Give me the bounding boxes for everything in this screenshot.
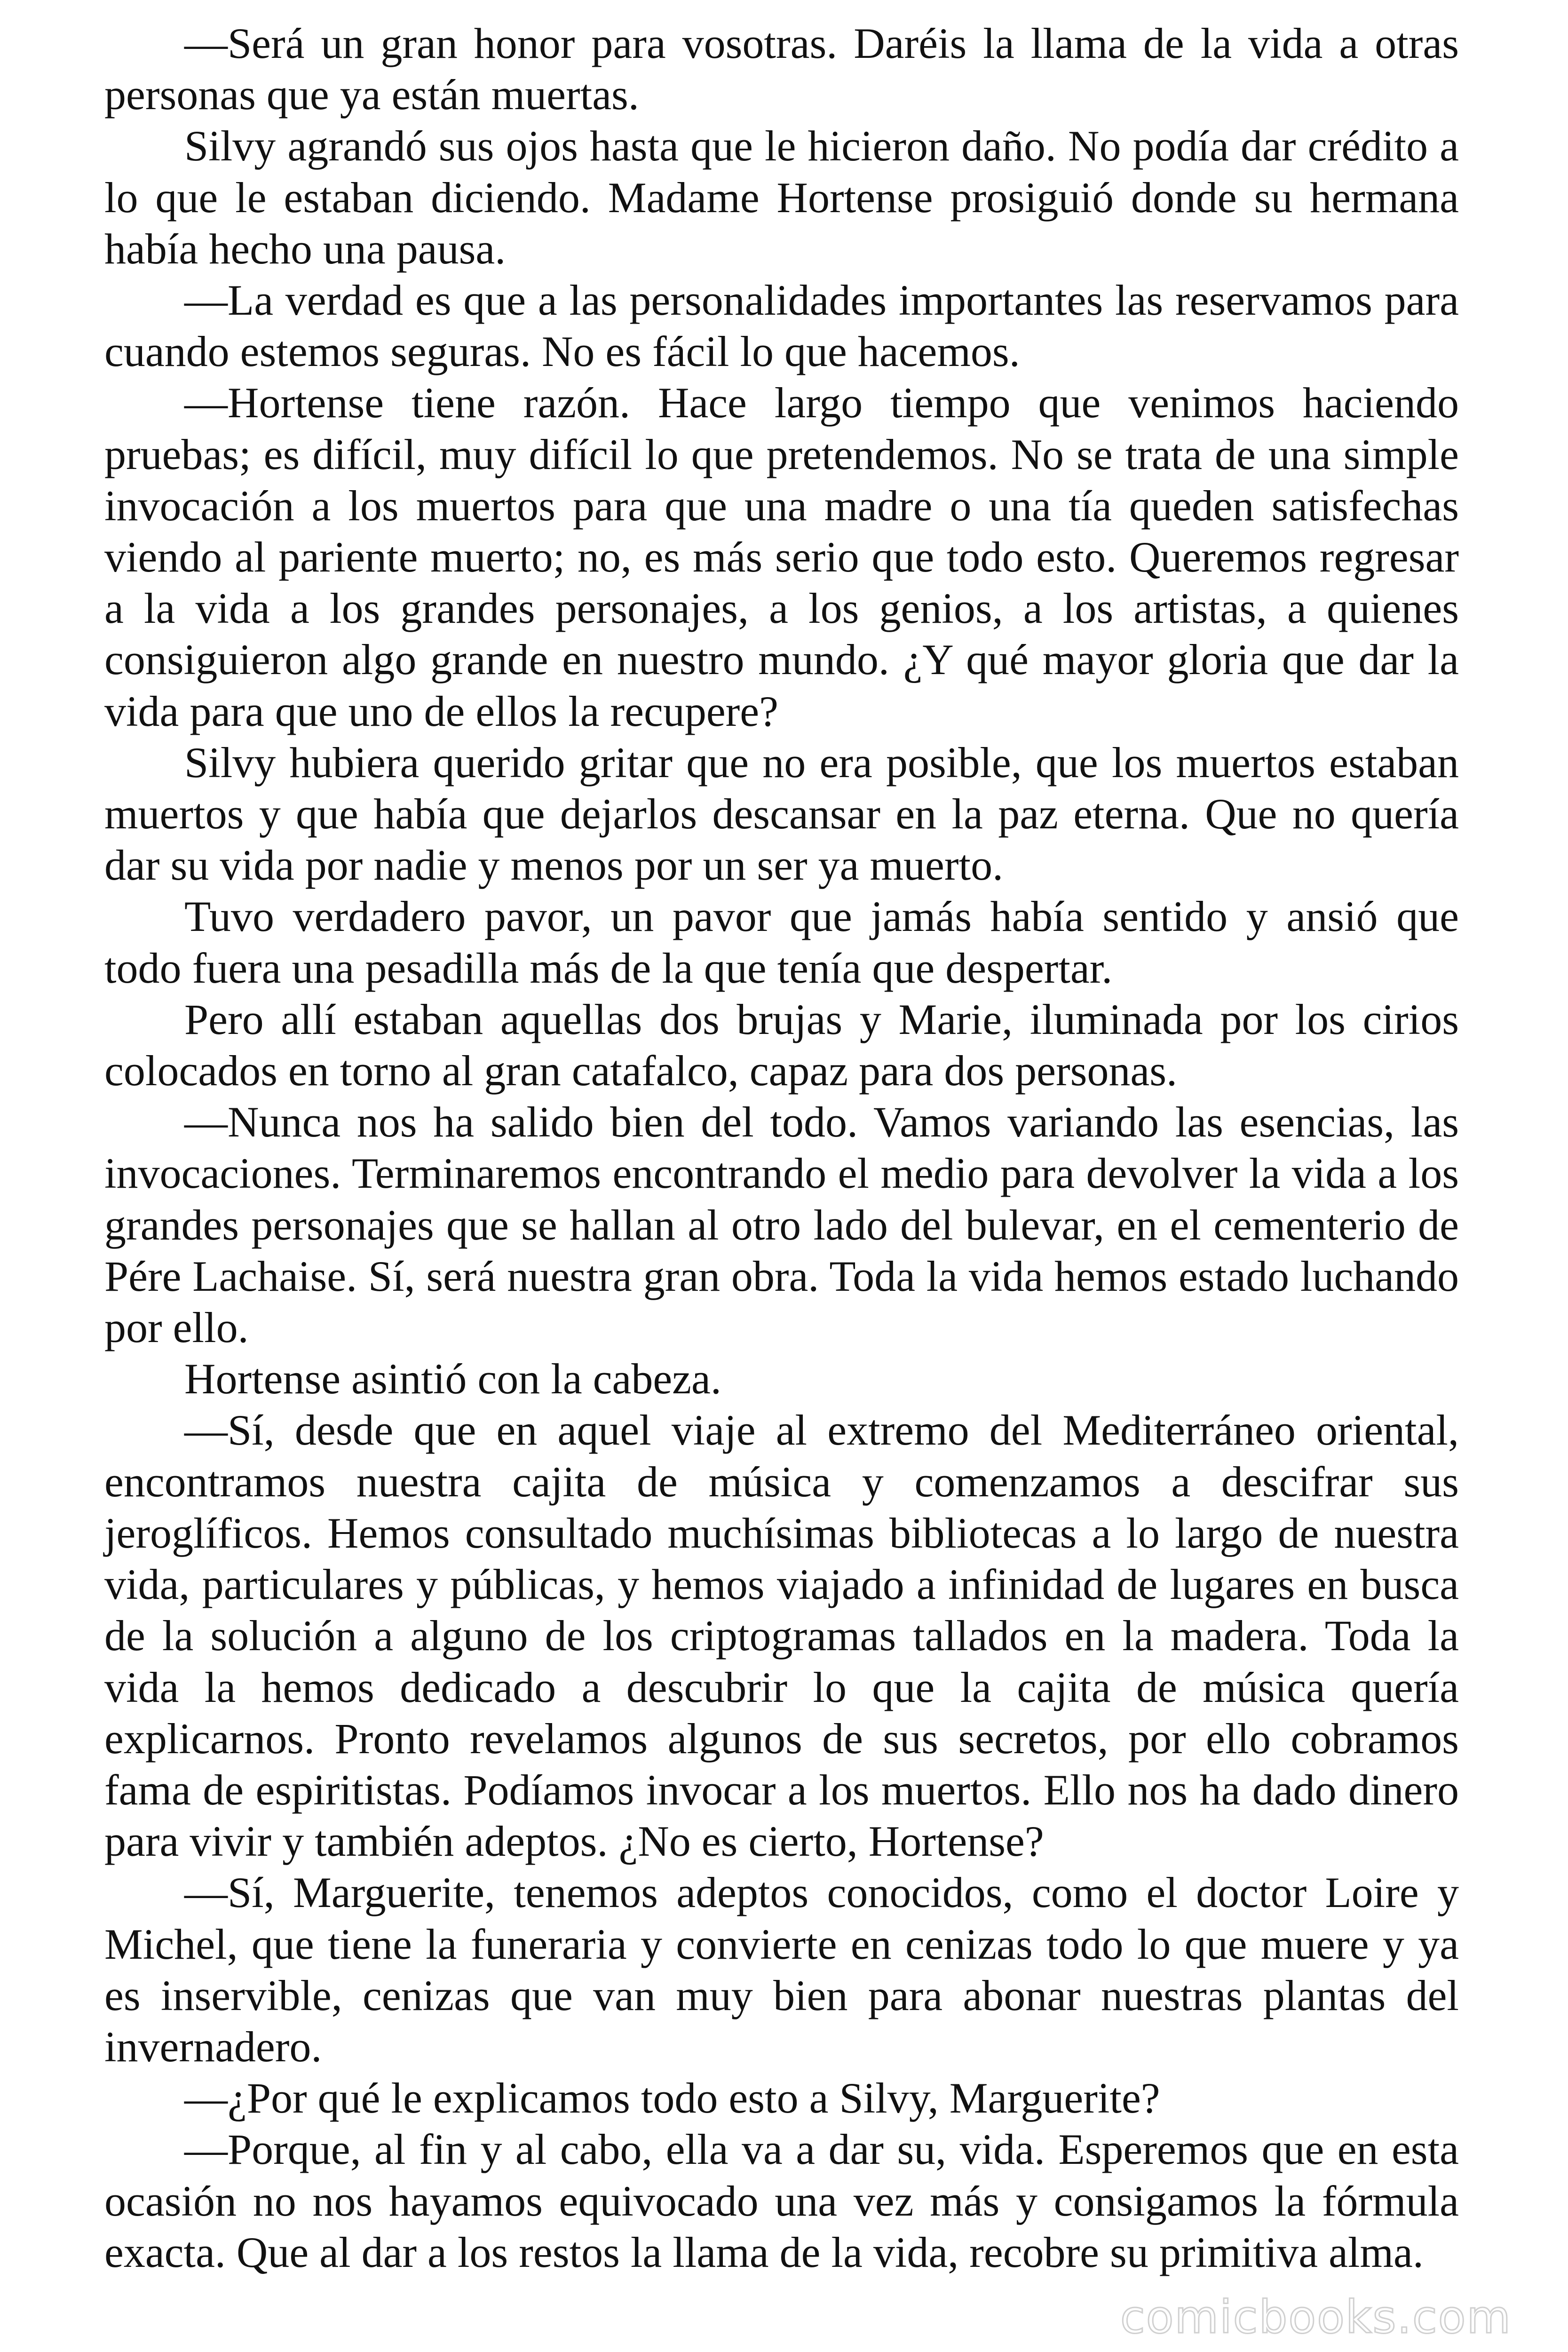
paragraph: Hortense asintió con la cabeza.: [184, 1355, 721, 1403]
paragraph: —¿Por qué le explicamos todo esto a Silvy, Marguerite?: [184, 2074, 1160, 2122]
paragraph: —Será un gran honor para vosotras. Daréis la llama de la vida a otras personas que ya están muertas.: [104, 19, 1459, 119]
paragraph: —Sí, Marguerite, tenemos adeptos conocidos, como el doctor Loire y Michel, que tiene la funeraria y convierte en cenizas todo lo que muere y ya es inservible, cenizas que van muy bien para abonar nuestras plantas del invernadero.: [104, 1868, 1459, 2071]
paragraph: —Porque, al fin y al cabo, ella va a dar su, vida. Esperemos que en esta ocasión no nos hayamos equivocado una vez más y consigamos la fórmula exacta. Que al dar a los restos la llama de la vida, recobre su primitiva alma.: [104, 2125, 1459, 2276]
book-page: [104, 18, 1459, 2278]
paragraph: —Nunca nos ha salido bien del todo. Vamos variando las esencias, las invocaciones. Terminaremos encontrando el medio para devolver la vida a los grandes personajes que se hallan al otro lado del bulevar, en el cementerio de Pére Lachaise. Sí, será nuestra gran obra. Toda la vida hemos estado luchando por ello.: [104, 1098, 1459, 1352]
paragraph: Silvy hubiera querido gritar que no era posible, que los muertos estaban muertos y que había que dejarlos descansar en la paz eterna. Que no quería dar su vida por nadie y menos por un ser ya muerto.: [104, 738, 1459, 890]
paragraph: —Sí, desde que en aquel viaje al extremo del Mediterráneo oriental, encontramos nuestra cajita de música y comenzamos a descifrar sus jeroglíficos. Hemos consultado muchísimas bibliotecas a lo largo de nuestra vida, particulares y públicas, y hemos viajado a infinidad de lugares en busca de la solución a alguno de los criptogramas tallados en la madera. Toda la vida la hemos dedicado a descubrir lo que la cajita de música quería explicarnos. Pronto revelamos algunos de sus secretos, por ello cobramos fama de espiritistas. Podíamos invocar a los muertos. Ello nos ha dado dinero para vivir y también adeptos. ¿No es cierto, Hortense?: [104, 1406, 1459, 1866]
paragraph: —Hortense tiene razón. Hace largo tiempo que venimos haciendo pruebas; es difícil, muy difícil lo que pretendemos. No se trata de una simple invocación a los muertos para que una madre o una tía queden satisfechas viendo al pariente muerto; no, es más serio que todo esto. Queremos regresar a la vida a los grandes personajes, a los genios, a los artistas, a quienes consiguieron algo grande en nuestro mundo. ¿Y qué mayor gloria que dar la vida para que uno de ellos la recupere?: [104, 379, 1459, 735]
paragraph: Tuvo verdadero pavor, un pavor que jamás había sentido y ansió que todo fuera una pesadilla más de la que tenía que despertar.: [104, 892, 1459, 992]
paragraph: Pero allí estaban aquellas dos brujas y Marie, iluminada por los cirios colocados en torno al gran catafalco, capaz para dos personas.: [104, 995, 1459, 1095]
paragraph: —La verdad es que a las personalidades importantes las reservamos para cuando estemos seguras. No es fácil lo que hacemos.: [104, 276, 1459, 376]
paragraph: Silvy agrandó sus ojos hasta que le hicieron daño. No podía dar crédito a lo que le estaban diciendo. Madame Hortense prosiguió donde su hermana había hecho una pausa.: [104, 122, 1459, 273]
watermark: comicbooks.com: [1120, 2291, 1512, 2344]
